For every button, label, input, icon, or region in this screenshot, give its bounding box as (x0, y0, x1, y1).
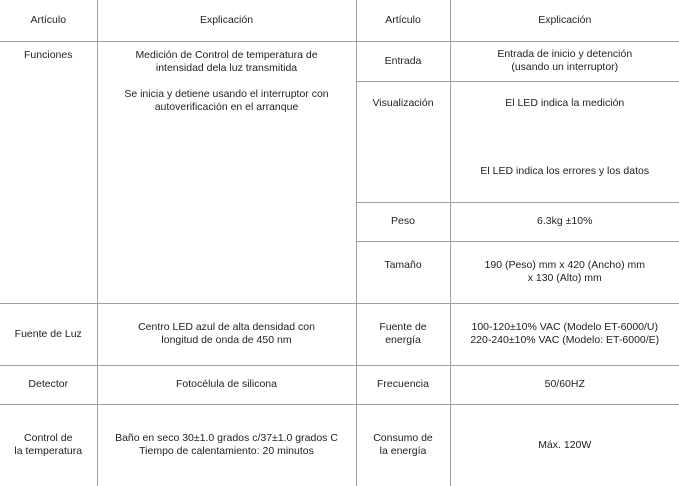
desc-funciones-line: autoverificación en el arranque (154, 100, 299, 113)
desc-visualizacion-line: El LED indica los errores y los datos (480, 164, 650, 177)
table-row (0, 303, 679, 365)
header-row (0, 0, 679, 41)
desc-funciones-line: Se inicia y detiene usando el interruptor con (124, 87, 329, 100)
header-articulo-right: Artículo (356, 0, 450, 41)
desc-funciones-line: Medición de Control de temperatura de (135, 48, 318, 61)
desc-funciones (97, 41, 356, 303)
desc-fuente-energia-line: 100-120±10% VAC (Modelo ET-6000/U) (471, 321, 658, 333)
header-articulo-left: Artículo (0, 0, 97, 41)
desc-fuente-luz (97, 303, 356, 365)
table-row (0, 404, 679, 486)
desc-tamano-line: x 130 (Alto) mm (527, 272, 602, 284)
desc-control-temperatura-line: Baño en seco 30±1.0 grados c/37±1.0 grados C (115, 432, 338, 445)
item-control-temperatura-line: Control de (24, 432, 73, 445)
item-funciones-label: Funciones (24, 48, 73, 61)
desc-peso: 6.3kg ±10% (450, 202, 679, 241)
item-entrada: Entrada (356, 41, 450, 81)
desc-visualizacion-line: El LED indica la medición (505, 96, 625, 109)
item-peso: Peso (356, 202, 450, 241)
item-tamano: Tamaño (356, 241, 450, 303)
desc-visualizacion (450, 81, 679, 202)
desc-fuente-luz-line: Centro LED azul de alta densidad con (138, 321, 315, 333)
header-explicacion-left: Explicación (97, 0, 356, 41)
desc-fuente-energia (450, 303, 679, 365)
desc-detector: Fotocélula de silicona (97, 365, 356, 404)
desc-entrada-line: Entrada de inicio y detención (497, 48, 633, 60)
desc-tamano-line: 190 (Peso) mm x 420 (Ancho) mm (484, 259, 645, 271)
desc-control-temperatura-line: Tiempo de calentamiento: 20 minutos (139, 445, 314, 458)
header-explicacion-right: Explicación (450, 0, 679, 41)
item-fuente-energia (356, 303, 450, 365)
desc-funciones-line: intensidad dela luz transmitida (155, 61, 298, 74)
desc-consumo-energia: Máx. 120W (450, 404, 679, 486)
desc-tamano (450, 241, 679, 303)
item-visualizacion: Visualización (356, 81, 450, 202)
desc-frecuencia: 50/60HZ (450, 365, 679, 404)
item-funciones (0, 41, 97, 303)
item-detector: Detector (0, 365, 97, 404)
item-consumo-energia-line: Consumo de (373, 432, 433, 445)
table-row (0, 365, 679, 404)
item-control-temperatura-line: la temperatura (14, 445, 83, 458)
item-fuente-energia-line: energía (385, 334, 421, 346)
item-consumo-energia (356, 404, 450, 486)
item-frecuencia: Frecuencia (356, 365, 450, 404)
item-consumo-energia-line: la energía (379, 445, 427, 458)
item-fuente-energia-line: Fuente de (379, 321, 427, 333)
desc-control-temperatura (97, 404, 356, 486)
table-row (0, 41, 679, 81)
desc-fuente-luz-line: longitud de onda de 450 nm (161, 334, 292, 346)
desc-entrada (450, 41, 679, 81)
desc-fuente-energia-line: 220-240±10% VAC (Modelo: ET-6000/E) (470, 334, 660, 346)
item-control-temperatura (0, 404, 97, 486)
desc-entrada-line: (usando un interruptor) (511, 61, 619, 73)
item-fuente-luz: Fuente de Luz (0, 303, 97, 365)
